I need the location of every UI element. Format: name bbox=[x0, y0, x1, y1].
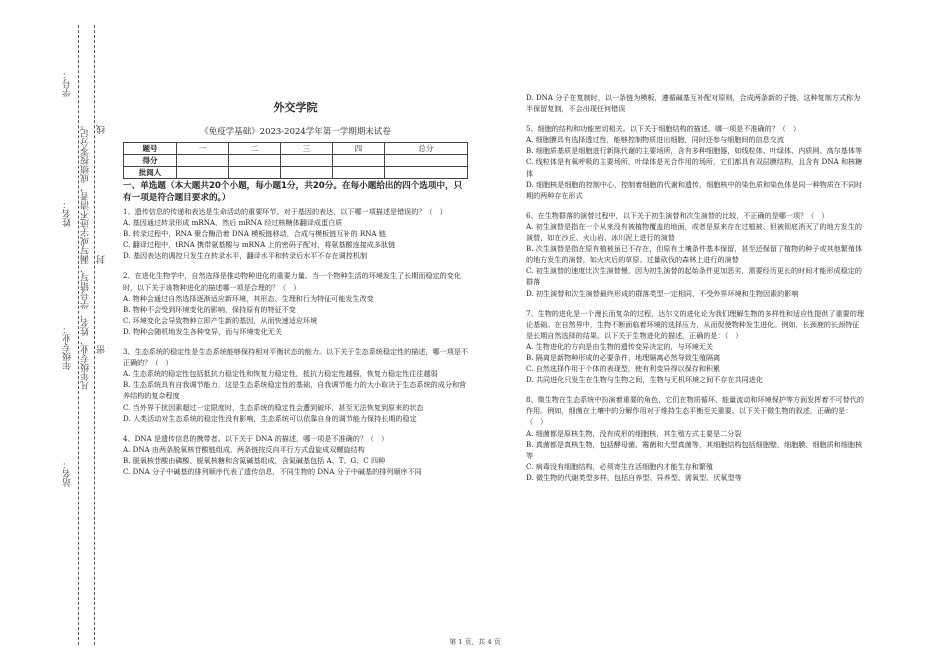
score-cell[interactable] bbox=[228, 167, 280, 179]
option-d[interactable]: D. 微生物的代谢类型多样，包括自养型、异养型、需氧型、厌氧型等 bbox=[526, 472, 742, 482]
option-d[interactable]: D. 共同进化只发生在生物与生物之间，生物与无机环境之间不存在共同进化 bbox=[526, 375, 763, 385]
option-c[interactable]: C. 病毒没有细胞结构，必须寄生在活细胞内才能生存和繁殖 bbox=[526, 461, 714, 471]
question-stem: 4、DNA 是遗传信息的携带者。以下关于 DNA 的描述，哪一项是不准确的？（ ） bbox=[123, 433, 389, 443]
score-cell[interactable] bbox=[332, 155, 384, 167]
question-stem: 2、在进化生物学中，自然选择是推动物种进化的重要力量。当一个物种生活的环境发生了长期而稳定的变化时，以下关于该物种进化的描述哪一项是合理的？（ ） bbox=[123, 271, 461, 292]
question-stem: 5、细胞的结构和功能密切相关。以下关于细胞结构的描述，哪一项是不准确的？（ ） bbox=[526, 124, 801, 134]
question-4 bbox=[123, 433, 468, 477]
seal-line-outer bbox=[78, 25, 79, 645]
score-col-4: 四 bbox=[332, 143, 384, 155]
option-b[interactable]: B. 物种不会受到环境变化的影响，保持原有的特征不变 bbox=[123, 304, 296, 314]
question-4-continued bbox=[526, 92, 864, 114]
option-c[interactable]: C. 翻译过程中，tRNA 携带氨基酸与 mRNA 上的密码子配对，将氨基酸连接成多肽链 bbox=[123, 240, 396, 250]
right-column bbox=[526, 92, 864, 483]
question-3 bbox=[123, 346, 468, 424]
option-a[interactable]: A. 生物进化的方向是由生物的遗传变异决定的，与环境无关 bbox=[526, 341, 713, 351]
option-d[interactable]: D. 物种会随机地发生各种变异，而与环境变化无关 bbox=[123, 326, 282, 336]
section-title: 一、单选题（本大题共20个小题，每小题1分，共20分。在每小题给出的四个选项中，只有一项是符合题目要求的。） bbox=[123, 181, 463, 203]
option-d[interactable]: D. 细胞核是细胞的控制中心，控制着细胞的代谢和遗传，细胞核中的染色质和染色体是同一种物质在不同时期的两种存在形式 bbox=[526, 179, 863, 200]
seal-char-feng: 封 bbox=[97, 255, 107, 264]
question-1 bbox=[123, 206, 468, 261]
instruction-text: 凡年级专业、姓名、学号错写、漏写或字迹不清者，成绩按零分记。 bbox=[81, 120, 91, 390]
score-col-total: 总分 bbox=[384, 143, 467, 155]
score-table-header-row bbox=[124, 143, 468, 155]
option-b[interactable]: B. 隔离是新物种形成的必要条件，地理隔离必然导致生殖隔离 bbox=[526, 352, 721, 362]
option-a[interactable]: A. 细胞膜具有选择透过性，能够控制物质进出细胞，同时还参与细胞间的信息交流 bbox=[526, 135, 784, 145]
option-c[interactable]: C. 线粒体是有氧呼吸的主要场所，叶绿体是光合作用的场所，它们都具有双层膜结构，且含有 DNA 和核糖体 bbox=[526, 157, 863, 178]
option-c[interactable]: C. 当外界干扰因素超过一定限度时，生态系统的稳定性会遭到破坏，甚至无法恢复到原来的状态 bbox=[123, 402, 424, 412]
option-d[interactable]: D. DNA 分子在复制时，以一条链为模板，遵循碱基互补配对原则，合成两条新的子链，这种复制方式称为半保留复制，不会出现任何错误 bbox=[526, 93, 861, 114]
question-stem: 3、生态系统的稳定性是生态系统能够保持相对平衡状态的能力。以下关于生态系统稳定性的描述，哪一项是不正确的？（ ） bbox=[123, 347, 469, 368]
option-c[interactable]: C. 环境变化会导致物种立即产生新的基因，从而快速适应环境 bbox=[123, 315, 318, 325]
score-col-3: 三 bbox=[280, 143, 332, 155]
class-label: 年级专业： bbox=[63, 325, 73, 370]
option-c[interactable]: C. DNA 分子中碱基的排列顺序代表了遗传信息，不同生物的 DNA 分子中碱基的排列顺序不同 bbox=[123, 466, 422, 476]
option-d[interactable]: D. 基因表达的调控只发生在转录水平，翻译水平和转录后水平不存在调控机制 bbox=[123, 251, 368, 261]
option-b[interactable]: B. 脱氧核苷酸由磷酸、脱氧核糖和含氮碱基组成，含氮碱基包括 A、T、G、C 四种 bbox=[123, 455, 386, 465]
option-b[interactable]: B. 细胞质基质是细胞进行新陈代谢的主要场所，含有多种细胞器，如线粒体、叶绿体、内质网、高尔基体等 bbox=[526, 146, 863, 156]
question-5 bbox=[526, 123, 864, 201]
question-7 bbox=[526, 308, 864, 386]
score-table-label: 批阅人 bbox=[124, 167, 177, 179]
exam-title: 《免疫学基础》2023-2024学年第一学期期末试卷 bbox=[200, 127, 391, 137]
score-col-1: 一 bbox=[177, 143, 229, 155]
school-label: 站名： bbox=[63, 460, 73, 487]
question-stem: 1、遗传信息的传递和表达是生命活动的重要环节。对于基因的表达，以下哪一项描述是错误的？（ ） bbox=[123, 207, 447, 216]
question-6 bbox=[526, 210, 864, 299]
option-a[interactable]: A. 物种会通过自然选择逐渐适应新环境，其形态、生理和行为特征可能发生改变 bbox=[123, 293, 374, 303]
score-cell[interactable] bbox=[280, 155, 332, 167]
score-table-label: 得分 bbox=[124, 155, 177, 167]
binding-strip bbox=[0, 0, 112, 672]
seal-line-inner bbox=[94, 25, 95, 645]
score-cell[interactable] bbox=[177, 155, 229, 167]
score-cell[interactable] bbox=[332, 167, 384, 179]
score-cell[interactable] bbox=[280, 167, 332, 179]
option-c[interactable]: C. 初生演替的速度比次生演替慢，因为初生演替的起始条件更加恶劣，需要经历更长的时间才能形成稳定的群落 bbox=[526, 266, 862, 287]
question-8 bbox=[526, 394, 864, 483]
score-table bbox=[123, 142, 468, 179]
score-table-label: 题号 bbox=[124, 143, 177, 155]
seal-char-xian: 线 bbox=[97, 125, 107, 134]
option-a[interactable]: A. 生态系统的稳定性包括抵抗力稳定性和恢复力稳定性，抵抗力稳定性越强，恢复力稳定性往往越弱 bbox=[123, 369, 438, 379]
option-a[interactable]: A. 基因通过转录形成 mRNA，然后 mRNA 经过核糖体翻译成蛋白质 bbox=[123, 218, 343, 228]
score-cell[interactable] bbox=[384, 155, 467, 167]
seal-char-mi: 密 bbox=[97, 345, 107, 354]
option-b[interactable]: B. 真菌都是真核生物，包括酵母菌、霉菌和大型真菌等，其细胞结构包括细胞壁、细胞膜、细胞质和细胞核等 bbox=[526, 439, 863, 460]
question-stem: 6、在生物群落的演替过程中，以下关于初生演替和次生演替的比较，不正确的是哪一项？（ ） bbox=[526, 210, 829, 220]
score-table-score-row bbox=[124, 155, 468, 167]
option-c[interactable]: C. 自然选择作用于个体的表现型，使有利变异得以保存和积累 bbox=[526, 364, 721, 374]
score-table-reviewer-row bbox=[124, 167, 468, 179]
score-col-2: 二 bbox=[228, 143, 280, 155]
school-title: 外交学院 bbox=[273, 101, 318, 114]
option-b[interactable]: B. 生态系统具有自我调节能力，这是生态系统稳定性的基础，自我调节能力的大小取决于生态系统的成分和营养结构的复杂程度 bbox=[123, 380, 467, 401]
score-cell[interactable] bbox=[384, 167, 467, 179]
option-d[interactable]: D. 人类活动对生态系统的稳定性没有影响，生态系统可以依靠自身的调节能力保持长期的稳定 bbox=[123, 413, 417, 423]
score-cell[interactable] bbox=[177, 167, 229, 179]
question-2 bbox=[123, 270, 468, 337]
option-a[interactable]: A. 初生演替是指在一个从来没有被植物覆盖的地面，或者是原来存在过植被、但被彻底消灭了的地方发生的演替，如在沙丘、火山岩、冰川泥上进行的演替 bbox=[526, 221, 862, 243]
option-a[interactable]: A. DNA 由两条脱氧核苷酸链组成，两条链按反向平行方式盘旋成双螺旋结构 bbox=[123, 444, 365, 454]
option-b[interactable]: B. 转录过程中，RNA 聚合酶沿着 DNA 模板链移动，合成与模板链互补的 RNA 链 bbox=[123, 229, 386, 239]
option-d[interactable]: D. 初生演替和次生演替最终形成的群落类型一定相同，不受外界环境和生物因素的影响 bbox=[526, 288, 799, 298]
question-stem: 8、微生物在生态系统中扮演着重要的角色，它们在物质循环、能量流动和环境保护等方面发挥着不可替代的作用。例如，细菌在土壤中的分解作用对于维持生态平衡至关重要。以下关于微生物的叙述，正确的是：（ ） bbox=[526, 395, 864, 427]
question-stem: 7、生物的进化是一个漫长而复杂的过程，达尔文的进化论为我们理解生物的多样性和适应性提供了重要的理论基础。在自然界中，生物不断面临着环境的选择压力，从而促使物种发生进化。例如，长颈鹿的长颈特征是长期自然选择的结果。以下关于生物进化的描述，正确的是：（ ） bbox=[526, 308, 864, 340]
option-b[interactable]: B. 次生演替是指在原有植被虽已不存在，但原有土壤条件基本保留，甚至还保留了植物的种子或其他繁殖体的地方发生的演替，如火灾后的草原、过量砍伐的森林上进行的演替 bbox=[526, 244, 863, 265]
option-a[interactable]: A. 细菌都是原核生物，没有成形的细胞核，其生殖方式主要是二分裂 bbox=[526, 428, 742, 438]
page-footer: 第 1 页，共 4 页 bbox=[449, 638, 501, 646]
score-cell[interactable] bbox=[228, 155, 280, 167]
left-column bbox=[123, 206, 468, 477]
student-id-label: 学号： bbox=[63, 70, 73, 97]
name-label: 姓名： bbox=[63, 200, 73, 227]
